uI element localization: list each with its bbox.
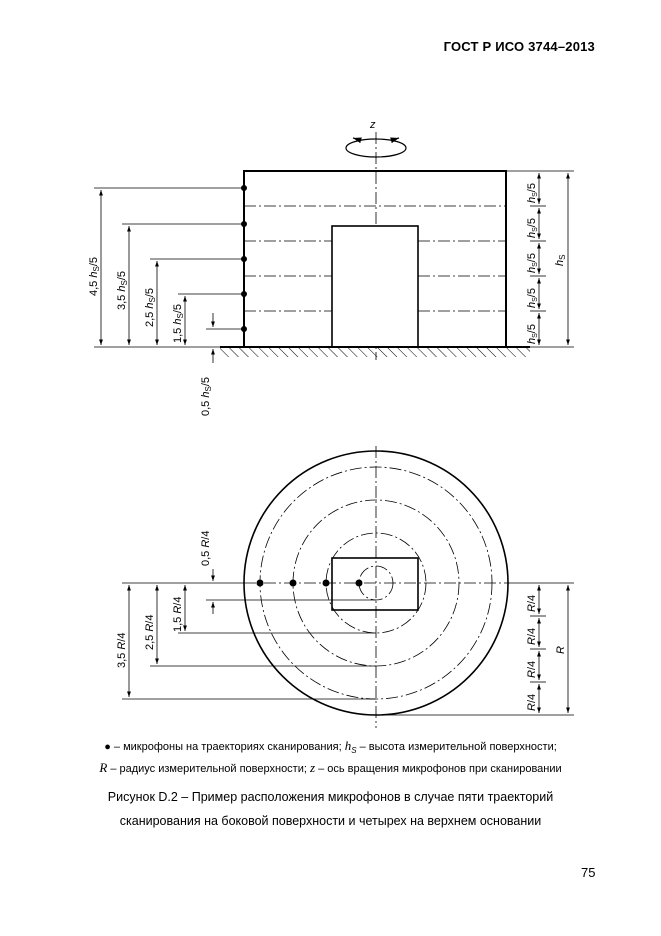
seg-label-r4: R/4	[526, 594, 538, 612]
figure-caption-line-1: Рисунок D.2 – Пример расположения микрофонов в случае пяти траекторий	[107, 790, 554, 804]
dim-label-0-5-r: 0,5 R/4	[200, 530, 212, 566]
dim-label-0-5-hs: 0,5 hS/5	[200, 376, 213, 416]
dim-label-2-5-hs: 2,5 hS/5	[144, 287, 157, 327]
microphone-bullet-icon: ●	[104, 741, 111, 753]
dim-label-3-5-r: 3,5 R/4	[116, 632, 128, 668]
seg-label-r4: R/4	[526, 627, 538, 645]
dim-label-2-5-r: 2,5 R/4	[144, 614, 156, 650]
sound-source-top	[332, 558, 418, 610]
ground-hatch	[220, 348, 530, 357]
dim-label-1-5-hs: 1,5 hS/5	[172, 303, 185, 343]
height-label-hs: hS	[554, 254, 567, 266]
seg-label-hs5: hS/5	[526, 183, 539, 203]
microphone-point	[290, 580, 297, 587]
sound-source-box	[332, 226, 418, 347]
radius-label-r: R	[555, 646, 567, 654]
seg-label-hs5: hS/5	[526, 218, 539, 238]
seg-label-hs5: hS/5	[526, 288, 539, 308]
figure-caption-line-2: сканирования на боковой поверхности и четырех на верхнем основании	[119, 814, 542, 828]
z-axis-label: z	[370, 119, 376, 131]
document-header: ГОСТ Р ИСО 3744–2013	[443, 39, 595, 54]
legend-line-1: ● – микрофоны на траекториях сканирования; $h_S$ – высота измерительной поверхности;	[104, 738, 557, 756]
side-view	[88, 119, 574, 416]
dim-label-4-5-hs: 4,5 hS/5	[88, 256, 101, 296]
top-view	[116, 446, 574, 728]
page-number: 75	[581, 865, 596, 880]
dim-label-3-5-hs: 3,5 hS/5	[116, 270, 129, 310]
seg-label-r4: R/4	[526, 660, 538, 678]
dim-label-1-5-r: 1,5 R/4	[172, 596, 184, 632]
microphone-point	[257, 580, 264, 587]
seg-label-hs5: hS/5	[526, 324, 539, 344]
seg-label-r4: R/4	[526, 693, 538, 711]
microphone-point	[356, 580, 363, 587]
seg-label-hs5: hS/5	[526, 253, 539, 273]
microphone-point	[323, 580, 330, 587]
legend-line-2: R – радиус измерительной поверхности; z – ось вращения микрофонов при сканировании	[99, 760, 562, 775]
